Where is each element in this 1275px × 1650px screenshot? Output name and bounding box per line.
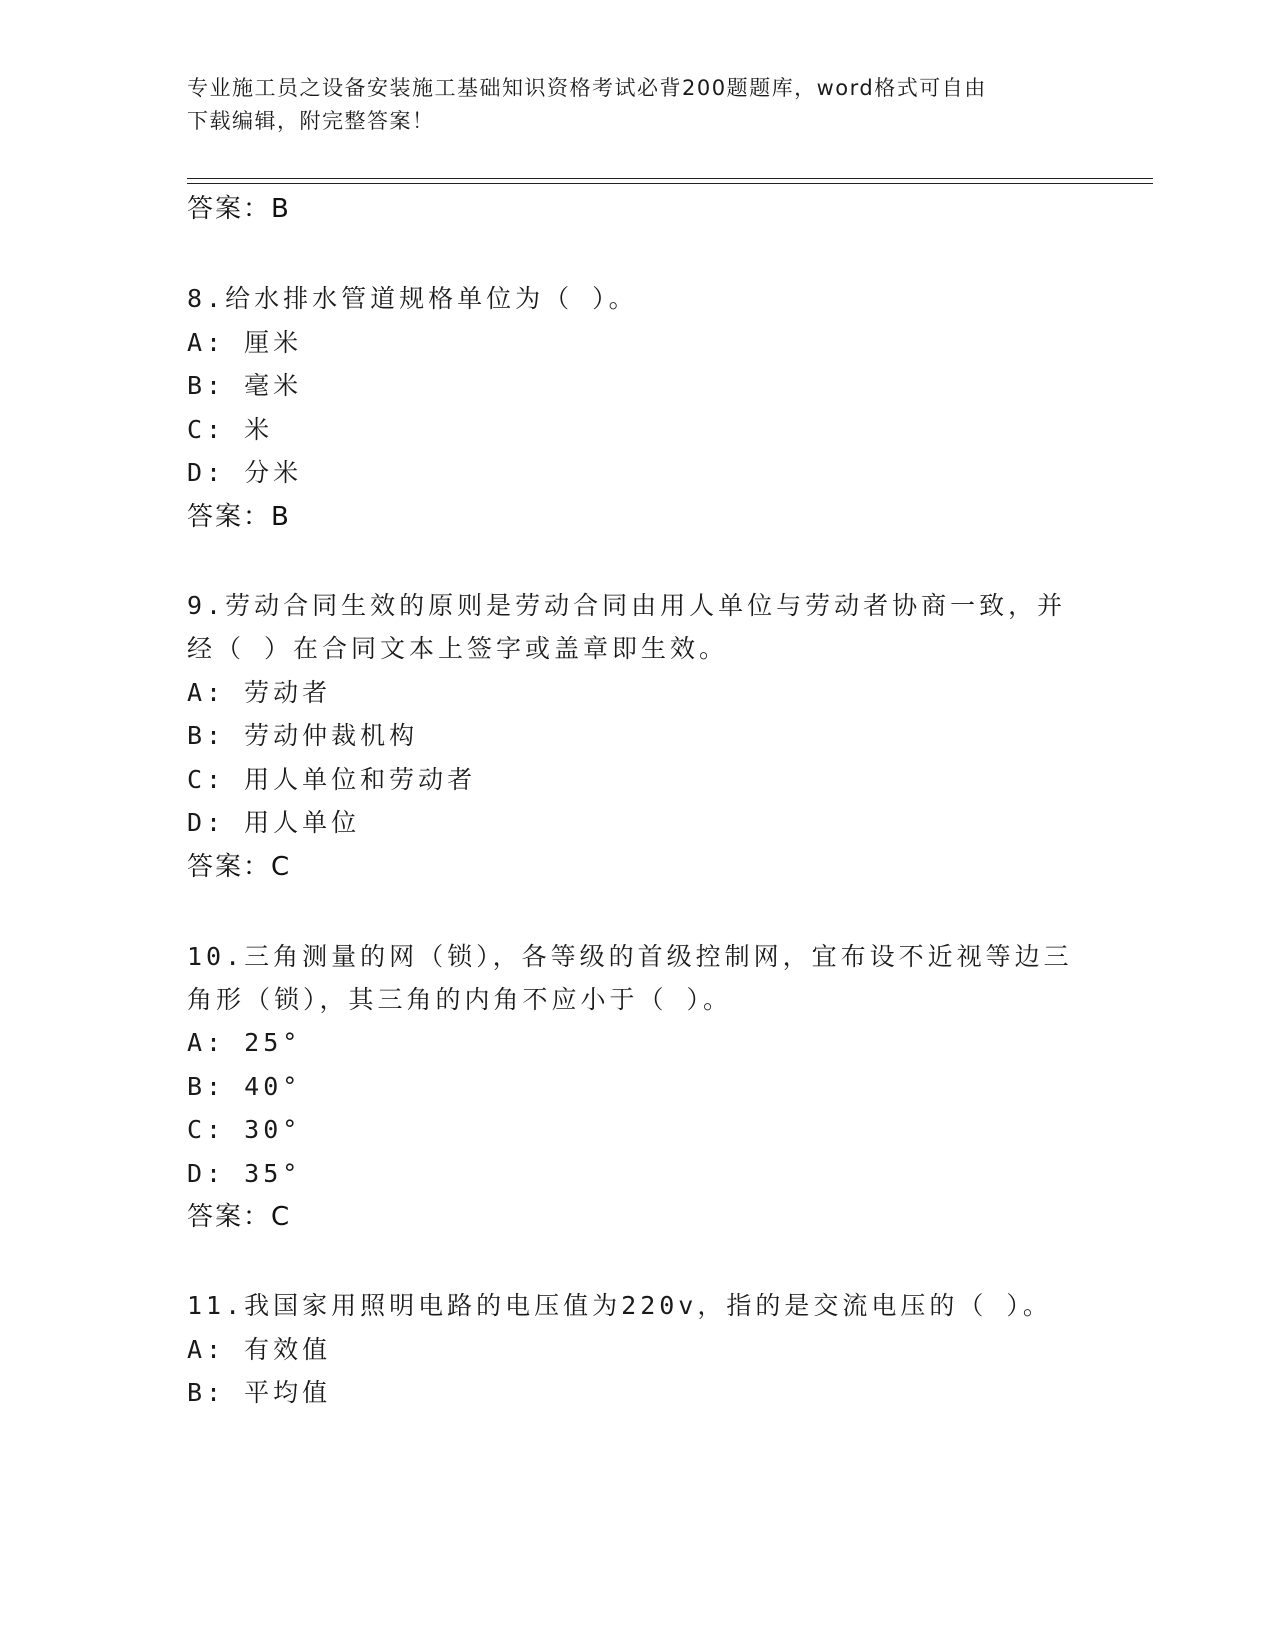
question-stem: 10.三角测量的网（锁），各等级的首级控制网，宜布设不近视等边三 <box>187 942 1073 971</box>
option-c: C: 米 <box>187 415 274 444</box>
option-a: A: 劳动者 <box>187 678 332 707</box>
option-b: B: 毫米 <box>187 371 303 400</box>
answer-line: 答案：C <box>187 852 292 882</box>
option-b: B: 平均值 <box>187 1378 332 1407</box>
option-c: C: 用人单位和劳动者 <box>187 765 477 794</box>
document-header <box>187 72 1087 138</box>
option-d: D: 分米 <box>187 458 303 487</box>
option-d: D: 用人单位 <box>187 808 361 837</box>
question-stem: 8.给水排水管道规格单位为（ ）。 <box>187 284 638 313</box>
option-b: B: 劳动仲裁机构 <box>187 721 419 750</box>
option-c: C: 30° <box>187 1115 302 1144</box>
question-stem-continued: 角形（锁），其三角的内角不应小于（ ）。 <box>187 985 733 1014</box>
option-a: A: 25° <box>187 1028 302 1057</box>
option-a: A: 有效值 <box>187 1335 332 1364</box>
header-line-1: 专业施工员之设备安装施工基础知识资格考试必背200题题库，word格式可自由 <box>187 76 987 100</box>
question-stem: 11.我国家用照明电路的电压值为220v，指的是交流电压的（ ）。 <box>187 1291 1052 1320</box>
answer-line: 答案：C <box>187 1202 292 1232</box>
option-b: B: 40° <box>187 1072 302 1101</box>
header-divider-top <box>187 178 1153 179</box>
answer-line: 答案：B <box>187 194 291 224</box>
question-stem-continued: 经（ ）在合同文本上签字或盖章即生效。 <box>187 634 729 663</box>
header-divider-bottom <box>187 183 1153 184</box>
option-d: D: 35° <box>187 1159 302 1188</box>
header-line-2: 下载编辑，附完整答案！ <box>187 109 435 133</box>
option-a: A: 厘米 <box>187 328 303 357</box>
question-stem: 9.劳动合同生效的原则是劳动合同由用人单位与劳动者协商一致，并 <box>187 591 1067 620</box>
answer-line: 答案：B <box>187 502 291 532</box>
